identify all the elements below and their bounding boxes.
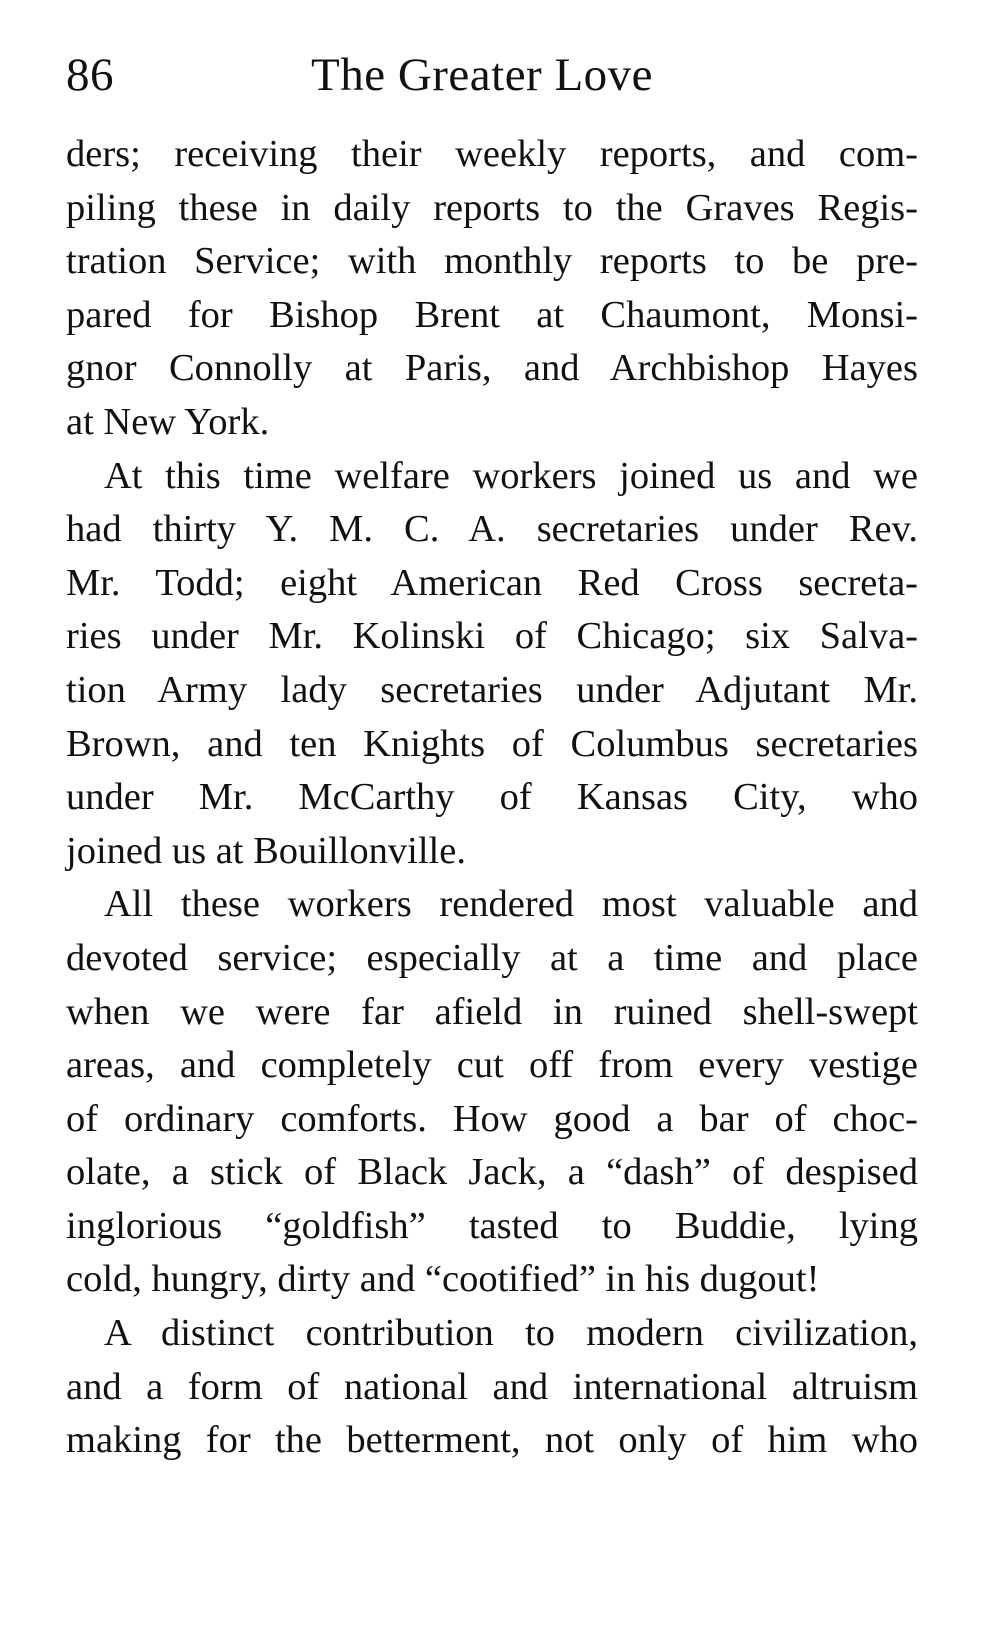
text-line: tration Service; with monthly reports to be pre- [66,240,918,283]
paragraph-1 [66,128,918,450]
paragraph-2 [66,450,918,879]
text-line: and a form of national and international altruism [66,1365,918,1408]
text-line: tion Army lady secretaries under Adjutant Mr. [66,668,918,711]
text-line: of ordinary comforts. How good a bar of choc- [66,1097,918,1140]
text-line: All these workers rendered most valuable and [104,883,918,926]
paragraph-4 [66,1307,918,1468]
text-line: areas, and completely cut off from every vestige [66,1044,918,1087]
page-header [66,48,918,120]
text-line: joined us at Bouillonville. [66,829,466,872]
text-line: piling these in daily reports to the Graves Regis- [66,186,918,229]
paragraph-3 [66,878,918,1307]
text-line: under Mr. McCarthy of Kansas City, who [66,776,918,819]
book-page [66,48,918,1468]
text-line: Brown, and ten Knights of Columbus secretaries [66,722,918,765]
text-line: had thirty Y. M. C. A. secretaries under Rev. [66,508,918,551]
text-line: At this time welfare workers joined us and we [104,454,918,497]
body-text [66,128,918,1468]
text-line: cold, hungry, dirty and “cootified” in his dugout! [66,1258,820,1301]
text-line: ries under Mr. Kolinski of Chicago; six Salva- [66,615,918,658]
text-line: at New York. [66,400,270,443]
page-number: 86 [66,49,114,101]
text-line: inglorious “goldfish” tasted to Buddie, lying [66,1204,918,1247]
running-title: The Greater Love [311,49,654,101]
text-line: gnor Connolly at Paris, and Archbishop Hayes [66,347,918,390]
text-line: Mr. Todd; eight American Red Cross secreta- [66,561,918,604]
text-line: making for the betterment, not only of him who [66,1419,918,1462]
text-line: when we were far afield in ruined shell-swept [66,990,918,1033]
text-line: ders; receiving their weekly reports, and com- [66,133,918,175]
text-line: A distinct contribution to modern civilization, [104,1312,918,1355]
text-line: pared for Bishop Brent at Chaumont, Monsi- [66,293,918,336]
text-line: olate, a stick of Black Jack, a “dash” of despised [66,1151,918,1194]
text-line: devoted service; especially at a time and place [66,936,918,979]
